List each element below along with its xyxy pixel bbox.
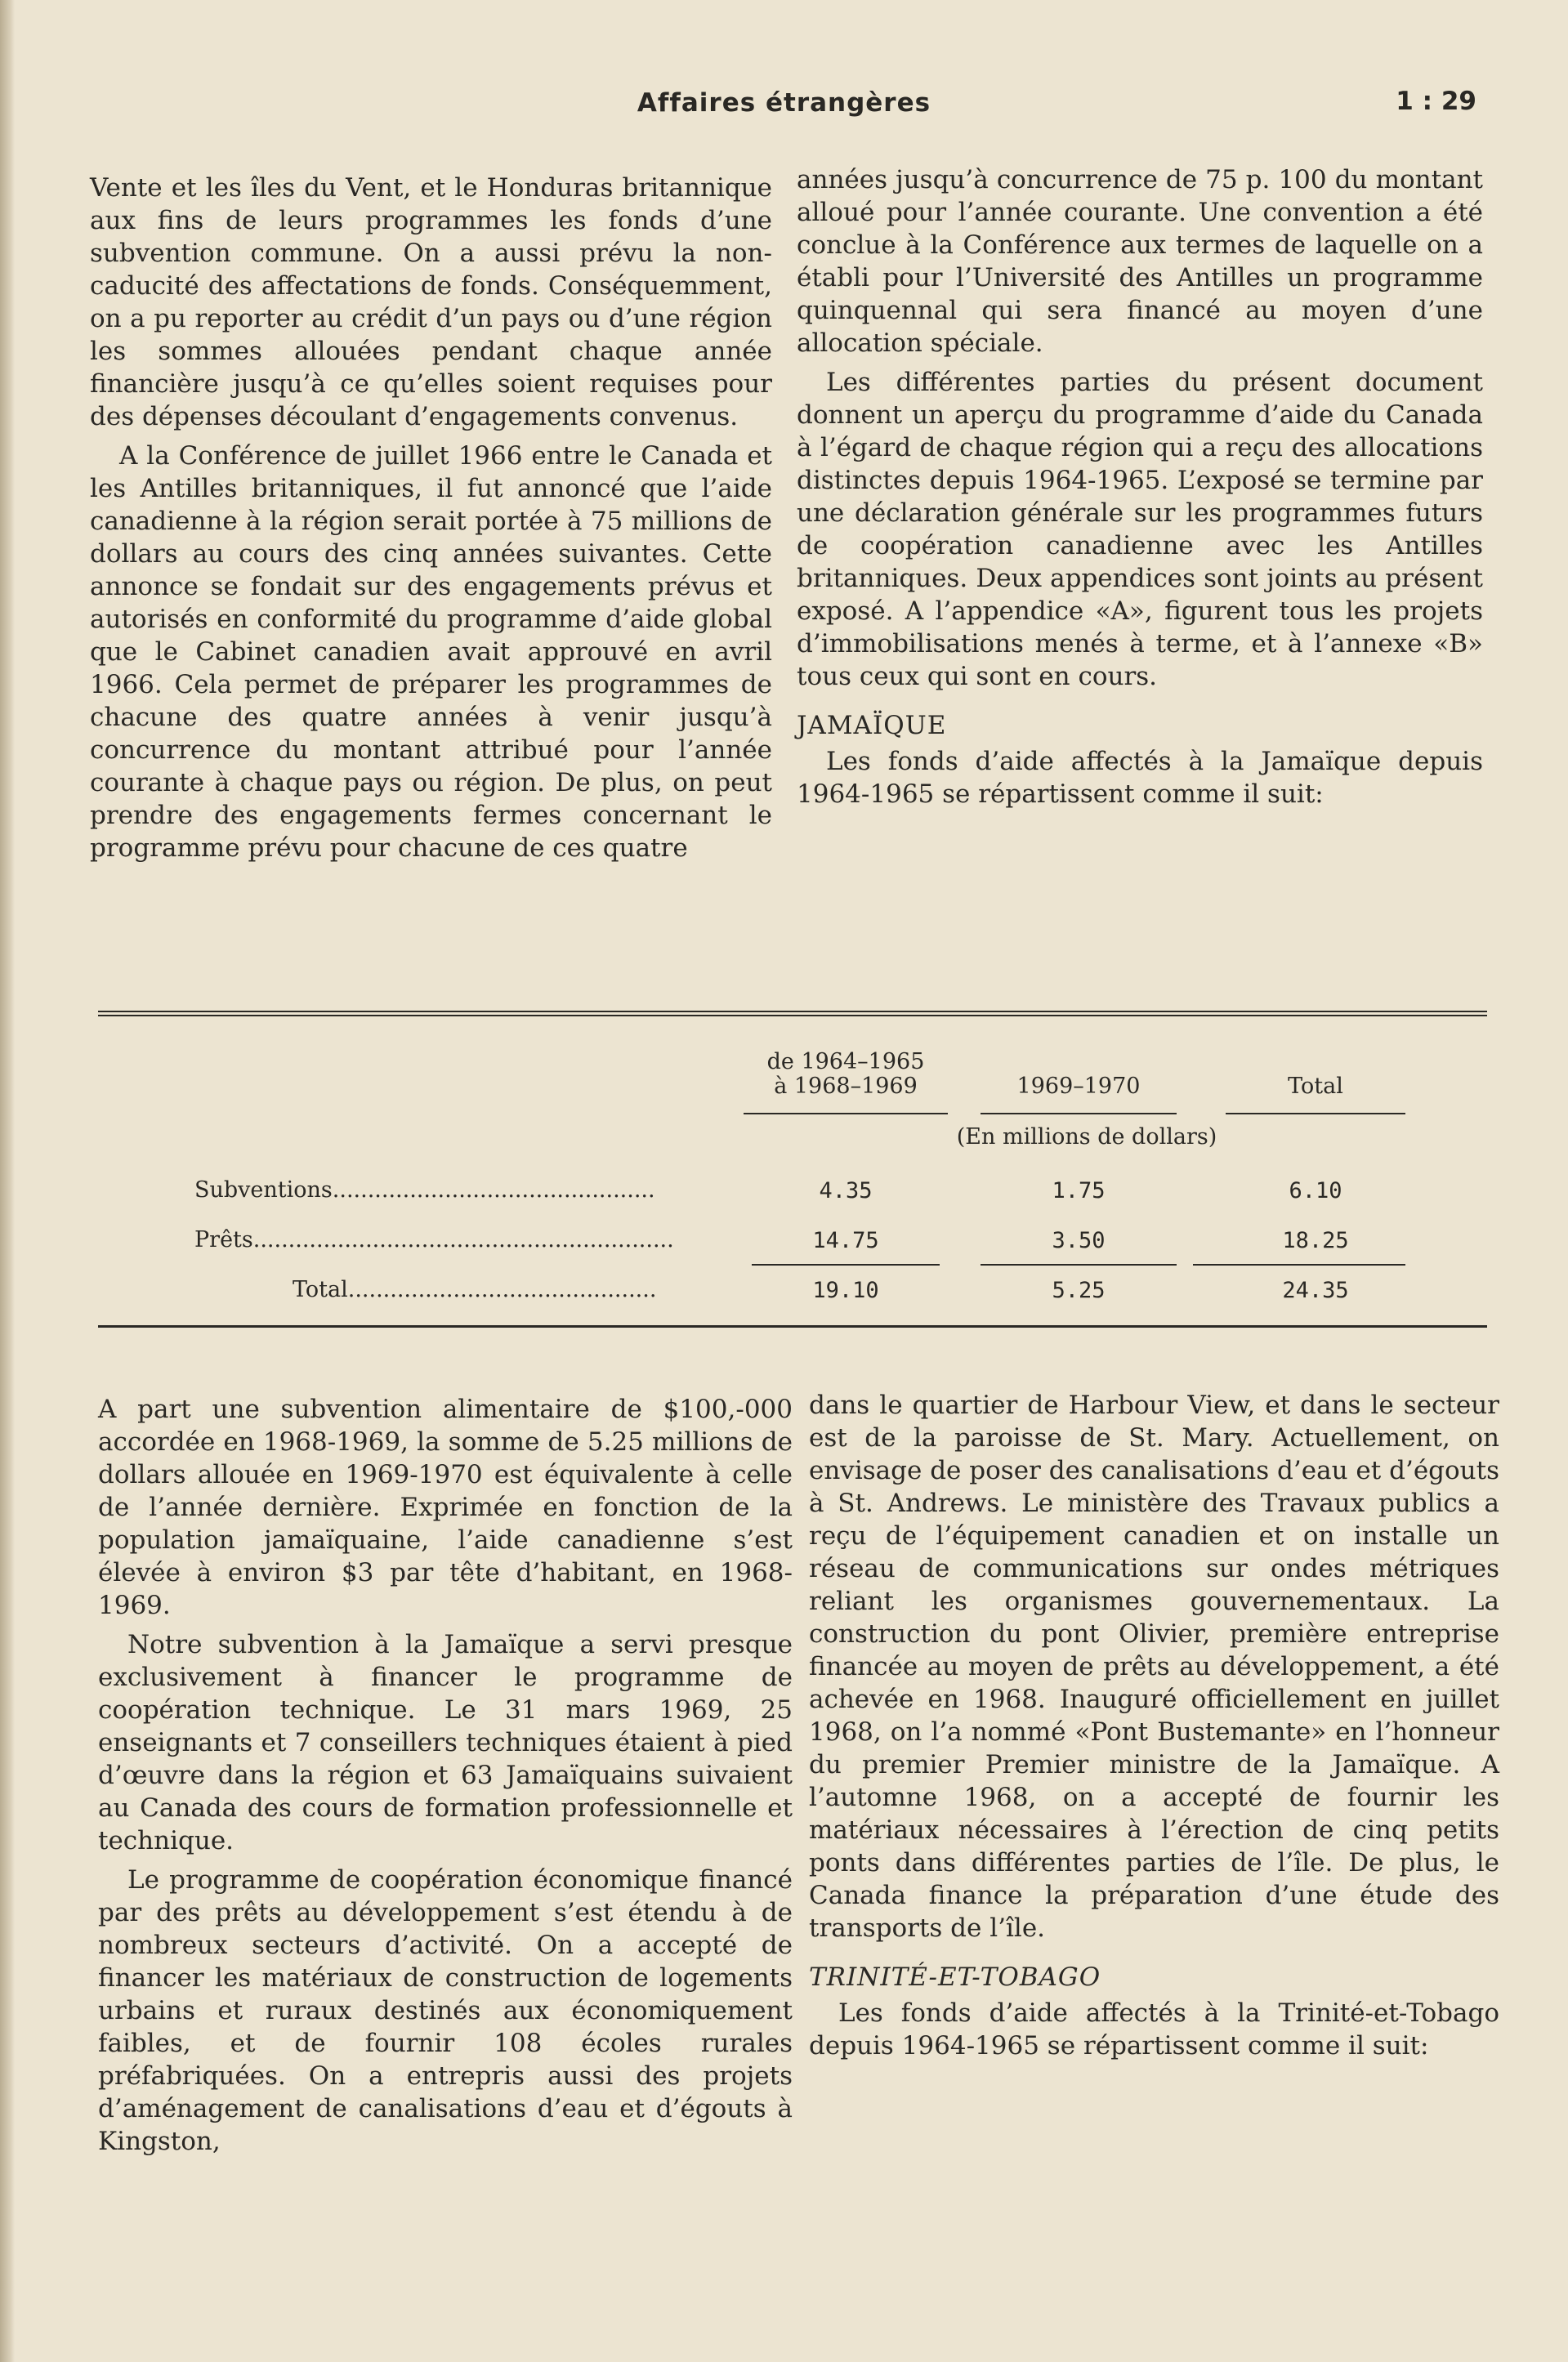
row-label-text: Prêts (194, 1228, 253, 1252)
table-cell: 5.25 (1052, 1278, 1106, 1303)
paragraph: Le programme de coopération économique financé par des prêts au développement s’est étendu à de nombreux secteurs d’activité. On a accepté de financer les matériaux de construction de logements urbains et ruraux destinés aux économiquement faibles, et de fournir 108 écoles rurales préfabriquées. On a entrepris aussi des projets d’aménagement de canalisations d’eau et d’égouts à Kingston, (98, 1865, 793, 2156)
aid-table-jamaica (98, 1011, 1487, 1337)
row-leader-dots: ............................................................ (252, 1228, 674, 1252)
row-label-text: Subventions (194, 1178, 333, 1203)
bottom-right-column (809, 1389, 1499, 2062)
col1-header-line1: de 1964–1965 (766, 1049, 925, 1074)
paragraph: Les différentes parties du présent document donnent un aperçu du programme d’aide du Canada à l’égard de chaque région qui a reçu des allocations distinctes depuis 1964-1965. L’exposé se termine par une déclaration générale sur les programmes futurs de coopération canadienne avec les Antilles britanniques. Deux appendices sont joints au présent exposé. A l’appendice «A», figurent tous les projets d’immobilisations menés à terme, et à l’annexe «B» tous ceux qui sont en cours. (797, 368, 1483, 691)
top-left-column (90, 172, 772, 864)
running-header-title: Affaires étrangères (637, 88, 931, 118)
paragraph: A la Conférence de juillet 1966 entre le Canada et les Antilles britanniques, il fut annoncé que l’aide canadienne à la région serait portée à 75 millions de dollars au cours des cinq années suivantes. Cette annonce se fondait sur des engagements prévus et autorisés en conformité du programme d’aide global que le Cabinet canadien avait approuvé en avril 1966. Cela permet de préparer les programmes de chacune des quatre années à venir jusqu’à concurrence du montant attribué pour l’année courante à chaque pays ou région. De plus, on peut prendre des engagements fermes concernant le programme prévu pour chacune de ces quatre (90, 441, 772, 863)
top-right-column (797, 163, 1483, 810)
page-spine-shadow (0, 0, 15, 2362)
table-row-label (194, 1228, 864, 1252)
table-cell: 18.25 (1282, 1228, 1349, 1253)
col3-header-underline (1226, 1113, 1405, 1114)
col1-header-underline (744, 1113, 948, 1114)
paragraph: années jusqu’à concurrence de 75 p. 100 du montant alloué pour l’année courante. Une convention a été conclue à la Conférence aux termes de laquelle on a établi pour l’Université des Antilles un programme quinquennal qui sera financé au moyen d’une allocation spéciale. (797, 165, 1483, 358)
table-top-rule (98, 1011, 1487, 1016)
section-heading-jamaica: JAMAÏQUE (797, 711, 947, 740)
table-cell: 19.10 (812, 1278, 879, 1303)
page-number: 1 : 29 (1396, 87, 1476, 116)
sum-rule (981, 1264, 1177, 1266)
table-row-label (293, 1278, 864, 1302)
table-cell: 3.50 (1052, 1228, 1106, 1253)
row-label-text: Total (293, 1278, 348, 1302)
paragraph: dans le quartier de Harbour View, et dans le secteur est de la paroisse de St. Mary. Actuellement, on envisage de poser des canalisations d’eau et d’égouts à St. Andrews. Le ministère des Travaux publics a reçu de l’équipement canadien et on installe un réseau de communications sur ondes métriques reliant les organismes gouvernementaux. La construction du pont Olivier, première entreprise financée au moyen de prêts au développement, a été achevée en 1968. Inauguré officiellement en juillet 1968, on l’a nommé «Pont Bustemante» en l’honneur du premier Premier ministre de la Jamaïque. A l’automne 1968, on a accepté de fournir les matériaux nécessaires à l’érection de cinq petits ponts dans différentes parties de l’île. De plus, le Canada finance la préparation d’une étude des transports de l’île. (809, 1391, 1499, 1943)
col2-header-underline (981, 1113, 1177, 1114)
section-heading-trinidad: TRINITÉ-ET-TOBAGO (809, 1962, 1101, 1992)
paragraph: A part une subvention alimentaire de $100,-000 accordée en 1968-1969, la somme de 5.25 millions de dollars allouée en 1969-1970 est équivalente à celle de l’année dernière. Exprimée en fonction de la population jamaïquaine, l’aide canadienne s’est élevée à environ $3 par tête d’habitant, en 1968-1969. (98, 1395, 793, 1620)
paragraph: Les fonds d’aide affectés à la Jamaïque depuis 1964-1965 se répartissent comme il suit: (797, 747, 1483, 809)
sum-rule (752, 1264, 940, 1266)
row-leader-dots: ............................................ (347, 1278, 657, 1302)
table-cell: 24.35 (1282, 1278, 1349, 1303)
table-cell: 4.35 (819, 1178, 873, 1203)
row-leader-dots: .............................................. (332, 1178, 655, 1203)
sum-rule (1193, 1264, 1405, 1266)
table-cell: 14.75 (812, 1228, 879, 1253)
table-units: (En millions de dollars) (956, 1124, 1217, 1150)
table-row-label (194, 1178, 864, 1203)
paragraph: Notre subvention à la Jamaïque a servi presque exclusivement à financer le programme de coopération technique. Le 31 mars 1969, 25 enseignants et 7 conseillers techniques étaient à pied d’œuvre dans la région et 63 Jamaïquains suivaient au Canada des cours de formation professionnelle et technique. (98, 1630, 793, 1855)
table-col3-header: Total (1288, 1074, 1343, 1099)
table-col2-header: 1969–1970 (1016, 1074, 1141, 1099)
bottom-left-column (98, 1393, 793, 2158)
paragraph: Vente et les îles du Vent, et le Honduras britannique aux fins de leurs programmes les fonds d’une subvention commune. On a aussi prévu la non-caducité des affectations de fonds. Conséquemment, on a pu reporter au crédit d’un pays ou d’une région les sommes allouées pendant chaque année financière jusqu’à ce qu’elles soient requises pour des dépenses découlant d’engagements convenus. (90, 173, 772, 431)
table-cell: 6.10 (1289, 1178, 1342, 1203)
table-cell: 1.75 (1052, 1178, 1106, 1203)
table-bottom-rule (98, 1325, 1487, 1328)
table-col1-header (744, 1050, 948, 1099)
col1-header-line2: à 1968–1969 (774, 1074, 918, 1099)
paragraph: Les fonds d’aide affectés à la Trinité-et-Tobago depuis 1964-1965 se répartissent comme il suit: (809, 1998, 1499, 2061)
